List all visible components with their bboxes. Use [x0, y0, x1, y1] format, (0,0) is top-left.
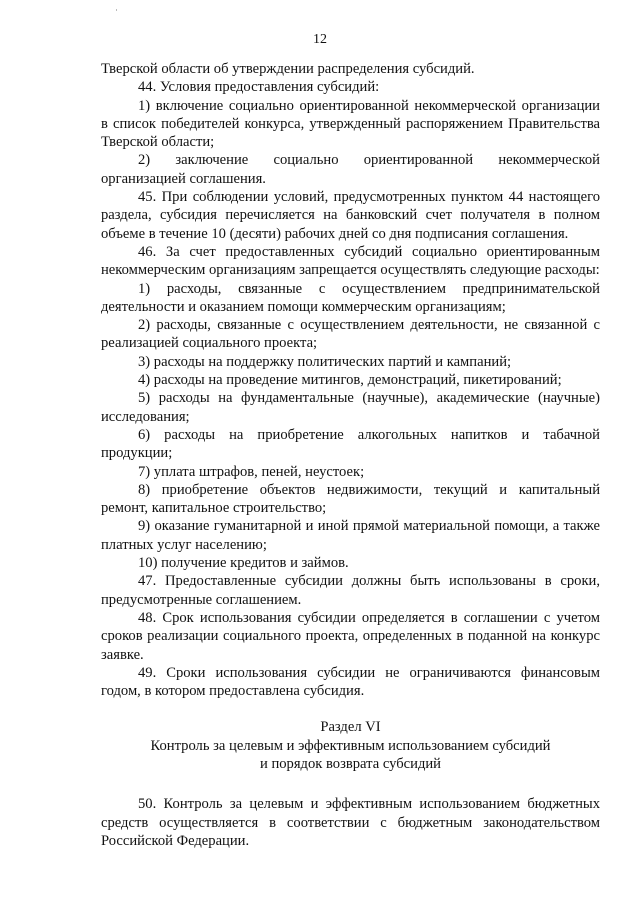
paragraph-46-item-3: 3) расходы на поддержку политических партий и кампаний;: [138, 353, 512, 370]
paragraph-46-item-1: 1) расходы, связанные с осуществлением предпринимательской деятельности и оказанием помощи коммерческим организациям;: [101, 280, 600, 315]
paragraph-44-item-1: 1) включение социально ориентированной некоммерческой организации в список победителей конкурса, утвержденный распоряжением Правительства Тверской области;: [101, 97, 600, 151]
section-body: [101, 795, 600, 850]
paragraph-continuation: Тверской области об утверждении распределения субсидий.: [101, 61, 475, 77]
paragraph-46-item-2: 2) расходы, связанные с осуществлением деятельности, не связанной с реализацией социального проекта;: [101, 317, 600, 352]
paragraph-44: 44. Условия предоставления субсидий:: [138, 79, 380, 96]
scan-mark: [116, 9, 117, 11]
section-heading-block: [101, 718, 600, 773]
paragraph-46-item-6: 6) расходы на приобретение алкогольных напитков и табачной продукции;: [101, 426, 600, 462]
paragraph-46-item-8: 8) приобретение объектов недвижимости, текущий и капитальный ремонт, капитальное строительство;: [101, 481, 600, 517]
paragraph-49: 49. Сроки использования субсидии не ограничиваются финансовым годом, в котором предоставлена субсидия.: [101, 664, 600, 700]
paragraph-46-item-4: 4) расходы на проведение митингов, демонстраций, пикетирований;: [138, 372, 562, 389]
section-heading: Раздел VI: [320, 719, 381, 736]
paragraph-46-item-10: 10) получение кредитов и займов.: [138, 555, 349, 572]
page-number: 12: [313, 32, 327, 47]
document-body: [101, 60, 600, 850]
paragraph-46-item-5: 5) расходы на фундаментальные (научные), академические (научные) исследования;: [101, 390, 600, 425]
section-title-line-2: и порядок возврата субсидий: [259, 755, 441, 772]
paragraph-50: 50. Контроль за целевым и эффективным использованием бюджетных средств осуществляется в соответствии с бюджетным законодательством Российской Федерации.: [101, 796, 600, 849]
paragraph-46-item-7: 7) уплата штрафов, пеней, неустоек;: [138, 463, 365, 480]
section-title-line-1: Контроль за целевым и эффективным использованием субсидий: [150, 737, 551, 754]
paragraph-47: 47. Предоставленные субсидии должны быть использованы в сроки, предусмотренные соглашением.: [101, 573, 600, 608]
paragraph-48: 48. Срок использования субсидии определяется в соглашении с учетом сроков реализации социального проекта, определенных в поданной на конкурс заявке.: [101, 609, 600, 663]
paragraph-46-item-9: 9) оказание гуманитарной и иной прямой материальной помощи, а также платных услуг населению;: [101, 518, 600, 553]
paragraph-46: 46. За счет предоставленных субсидий социально ориентированным некоммерческим организациям запрещается осуществлять следующие расходы:: [101, 243, 600, 279]
paragraph-44-item-2: 2) заключение социально ориентированной некоммерческой организацией соглашения.: [101, 152, 600, 187]
paragraph-45: 45. При соблюдении условий, предусмотренных пунктом 44 настоящего раздела, субсидия перечисляется на банковский счет получателя в полном объеме в течение 10 (десяти) рабочих дней со дня подписания соглашения.: [101, 189, 600, 242]
